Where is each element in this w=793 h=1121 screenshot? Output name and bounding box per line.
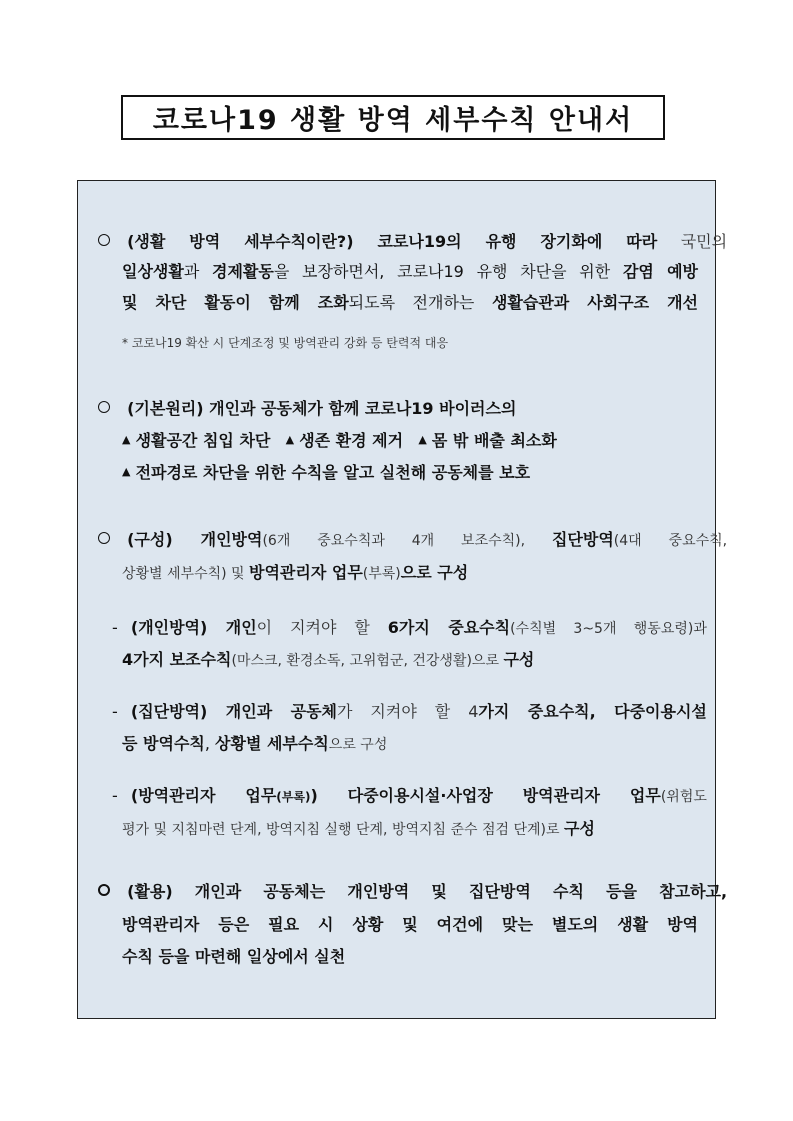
s1-line3: 및 차단 활동이 함께 조화되도록 전개하는 생활습관과 사회구조 개선	[122, 293, 698, 312]
triangle-bullet-icon: ▲	[285, 433, 295, 446]
s7-line2: 방역관리자 등은 필요 시 상황 및 여건에 맞는 별도의 생활 방역	[122, 915, 698, 934]
s6-line2: 평가 및 지침마련 단계, 방역지침 실행 단계, 방역지침 준수 점검 단계)로 구성	[122, 819, 595, 838]
s5-line1: - (집단방역) 개인과 공동체가 지켜야 할 4가지 중요수칙, 다중이용시설	[112, 702, 707, 721]
circle-bullet-icon	[98, 401, 110, 413]
s1-line1: (생활 방역 세부수칙이란?) 코로나19의 유행 장기화에 따라 국민의	[98, 234, 727, 250]
triangle-bullet-icon: ▲	[122, 433, 131, 446]
s2-line3: ▲ 전파경로 차단을 위한 수칙을 알고 실천해 공동체를 보호	[122, 463, 531, 482]
s1-note: * 코로나19 확산 시 단계조정 및 방역관리 강화 등 탄력적 대응	[122, 336, 449, 350]
circle-bullet-icon	[98, 234, 110, 246]
s3-line2: 상황별 세부수칙) 및 방역관리자 업무(부록)으로 구성	[122, 563, 469, 582]
circle-bullet-icon	[98, 532, 110, 544]
s4-line2: 4가지 보조수칙(마스크, 환경소독, 고위험군, 건강생활)으로 구성	[122, 650, 535, 669]
s4-line1: - (개인방역) 개인이 지켜야 할 6가지 중요수칙(수칙별 3~5개 행동요령)과	[112, 618, 707, 637]
s5-line2: 등 방역수칙, 상황별 세부수칙으로 구성	[122, 734, 388, 753]
triangle-bullet-icon: ▲	[122, 465, 131, 478]
s6-line1: - (방역관리자 업무(부록)) 다중이용시설·사업장 방역관리자 업무(위험도	[112, 786, 707, 805]
s2-line2: ▲ 생활공간 침입 차단 ▲ 생존 환경 제거 ▲ 몸 밖 배출 최소화	[122, 431, 557, 450]
s1-line2: 일상생활과 경제활동을 보장하면서, 코로나19 유행 차단을 위한 감염 예방	[122, 262, 698, 281]
s2-line1: (기본원리) 개인과 공동체가 함께 코로나19 바이러스의	[98, 401, 516, 417]
triangle-bullet-icon: ▲	[418, 433, 427, 446]
document-title: 코로나19 생활 방역 세부수칙 안내서	[121, 95, 665, 140]
s3-line1: (구성) 개인방역(6개 중요수칙과 4개 보조수칙), 집단방역(4대 중요수칙,	[98, 532, 727, 548]
content-panel	[77, 180, 728, 1019]
s7-line3: 수칙 등을 마련해 일상에서 실천	[122, 947, 346, 966]
s7-line1: (활용) 개인과 공동체는 개인방역 및 집단방역 수칙 등을 참고하고,	[98, 884, 727, 900]
circle-bullet-icon	[98, 884, 110, 896]
